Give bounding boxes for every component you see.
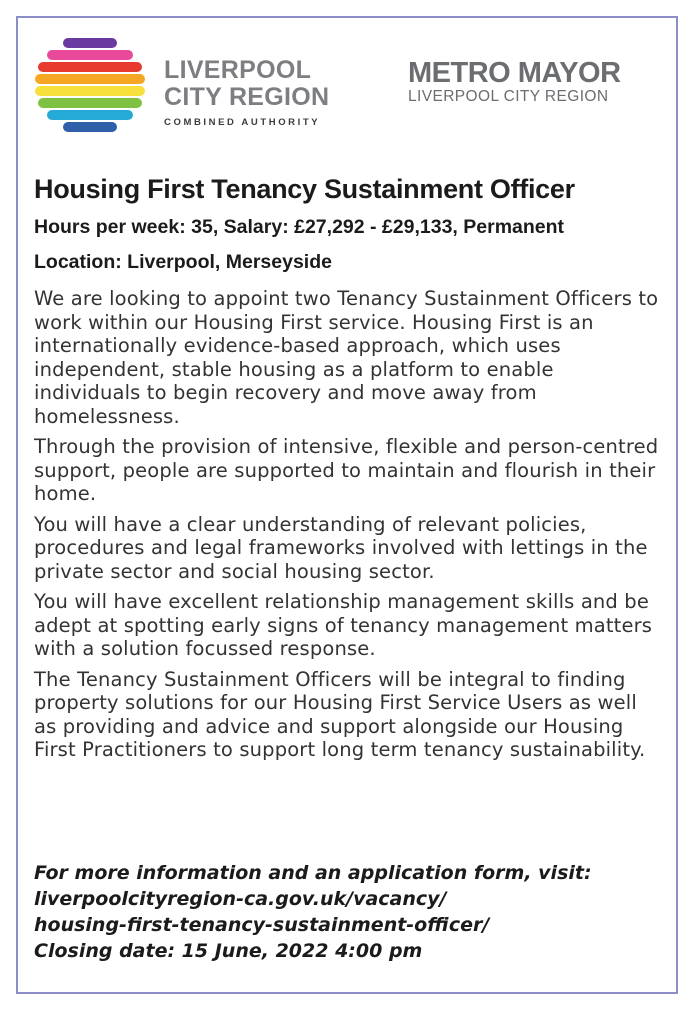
logo-stripe (35, 86, 145, 96)
logo-stripe (35, 74, 145, 84)
vacancy-link-line2[interactable]: housing-first-tenancy-sustainment-officer/ (34, 914, 490, 936)
lcr-logo-text (164, 57, 329, 128)
lcr-logo-line1: LIVERPOOL (164, 56, 312, 84)
call-to-action (34, 860, 664, 964)
description-paragraph: Through the provision of intensive, flexible and person-centred support, people are supported to maintain and flourish in their home. (34, 435, 659, 505)
job-location: Location: Liverpool, Merseyside (34, 251, 332, 273)
job-title: Housing First Tenancy Sustainment Officer (34, 174, 575, 204)
closing-date: Closing date: 15 June, 2022 4:00 pm (34, 940, 423, 962)
logo-stripe (63, 122, 117, 132)
metro-mayor-line1: METRO MAYOR (408, 57, 621, 89)
metro-mayor-logo (408, 58, 621, 106)
logo-stripe (38, 62, 142, 72)
job-description (34, 287, 664, 769)
job-details: Hours per week: 35, Salary: £27,292 - £29,133, Permanent (34, 216, 565, 238)
vacancy-link-line1[interactable]: liverpoolcityregion-ca.gov.uk/vacancy/ (34, 888, 447, 910)
lcr-logo-line2: CITY REGION (164, 83, 330, 111)
description-paragraph: The Tenancy Sustainment Officers will be integral to finding property solutions for our Housing First Service Users as well as providing and advice and support alongside our Housing First Practitioners to support long term tenancy sustainability. (34, 667, 646, 761)
lcr-rainbow-logo-icon (34, 36, 146, 136)
metro-mayor-line2: LIVERPOOL CITY REGION (408, 88, 609, 105)
logo-stripe (47, 50, 133, 60)
lcr-logo-line3: COMBINED AUTHORITY (164, 117, 321, 128)
logo-stripe (38, 98, 142, 108)
description-paragraph: We are looking to appoint two Tenancy Sustainment Officers to work within our Housing First service. Housing First is an internationally evidence-based approach, which uses independent, stable housing as a platform to enable individuals to begin recovery and move away from homelessness. (34, 287, 659, 428)
logo-stripe (47, 110, 133, 120)
description-paragraph: You will have a clear understanding of relevant policies, procedures and legal frameworks involved with lettings in the private sector and social housing sector. (34, 512, 648, 583)
description-paragraph: You will have excellent relationship management skills and be adept at spotting early signs of tenancy management matters with a solution focussed response. (34, 590, 653, 660)
cta-intro: For more information and an application form, visit: (34, 862, 592, 884)
logo-stripe (63, 38, 117, 48)
